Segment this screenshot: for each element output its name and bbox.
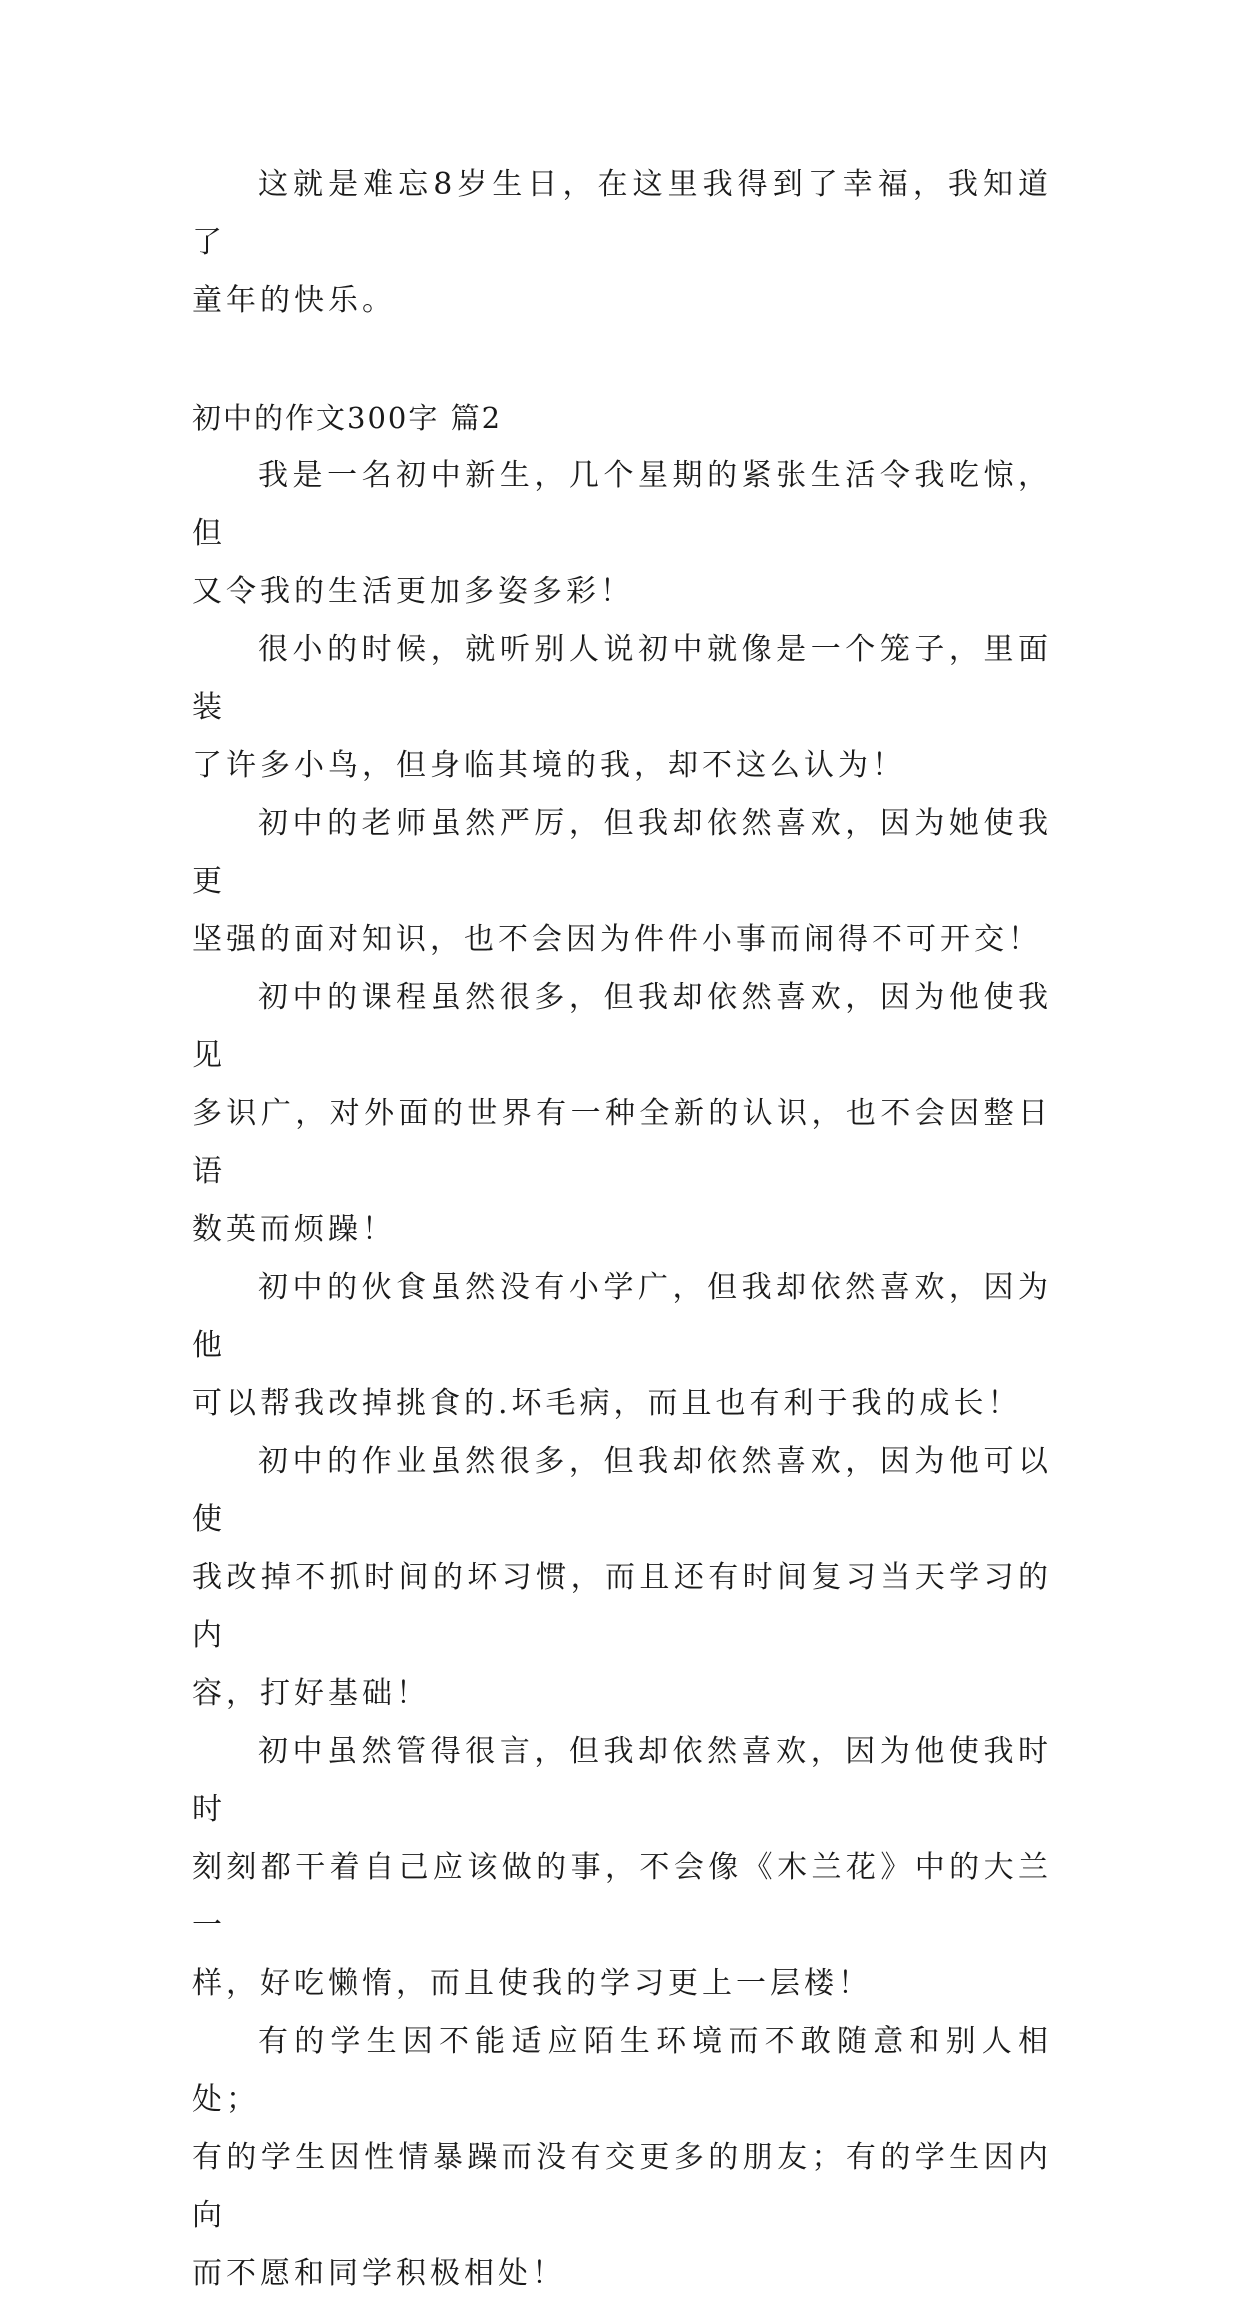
paragraph-line: 而不愿和同学积极相处！ xyxy=(192,2256,566,2291)
paragraph-line: 这就是难忘8岁生日，在这里我得到了幸福，我知道了 xyxy=(192,167,1052,260)
body-paragraph xyxy=(192,621,1052,795)
paragraph-line: 初中的课程虽然很多，但我却依然喜欢，因为他使我见 xyxy=(192,980,1052,1073)
paragraph-line: 有的学生因性情暴躁而没有交更多的朋友；有的学生因内向 xyxy=(192,2140,1052,2233)
paragraph-line: 数英而烦躁！ xyxy=(192,1212,396,1247)
paragraph-line: 了许多小鸟，但身临其境的我，却不这么认为！ xyxy=(192,748,906,783)
paragraph-line: 坚强的面对知识，也不会因为件件小事而闹得不可开交！ xyxy=(192,922,1042,957)
body-paragraph xyxy=(192,969,1052,1259)
paragraph-line: 可以帮我改掉挑食的.坏毛病，而且也有利于我的成长！ xyxy=(192,1386,1022,1421)
paragraph-line: 初中的伙食虽然没有小学广，但我却依然喜欢，因为他 xyxy=(192,1270,1052,1363)
paragraph-line: 我是一名初中新生，几个星期的紧张生活令我吃惊，但 xyxy=(192,458,1052,551)
body-paragraph xyxy=(192,2013,1052,2303)
paragraph-line: 刻刻都干着自己应该做的事，不会像《木兰花》中的大兰一 xyxy=(192,1850,1052,1943)
paragraph-line: 初中的老师虽然严厉，但我却依然喜欢，因为她使我更 xyxy=(192,806,1052,899)
paragraph-line: 样，好吃懒惰，而且使我的学习更上一层楼！ xyxy=(192,1966,872,2001)
body-paragraph xyxy=(192,1433,1052,1723)
paragraph-line: 很小的时候，就听别人说初中就像是一个笼子，里面装 xyxy=(192,632,1052,725)
paragraph-line: 初中虽然管得很言，但我却依然喜欢，因为他使我时时 xyxy=(192,1734,1052,1827)
paragraph-line: 有的学生因不能适应陌生环境而不敢随意和别人相处； xyxy=(192,2024,1052,2117)
body-paragraph xyxy=(192,1723,1052,2013)
paragraph-line: 童年的快乐。 xyxy=(192,283,396,318)
section-heading: 初中的作文300字 篇2 xyxy=(192,401,503,435)
paragraph-line: 初中的作业虽然很多，但我却依然喜欢，因为他可以使 xyxy=(192,1444,1052,1537)
document-body xyxy=(192,156,1052,2303)
paragraph-line: 我改掉不抓时间的坏习惯，而且还有时间复习当天学习的内 xyxy=(192,1560,1052,1653)
body-paragraph xyxy=(192,447,1052,621)
paragraph-line: 又令我的生活更加多姿多彩！ xyxy=(192,574,634,609)
paragraph-line: 多识广，对外面的世界有一种全新的认识，也不会因整日语 xyxy=(192,1096,1052,1189)
body-paragraph xyxy=(192,795,1052,969)
paragraph-line: 容，打好基础！ xyxy=(192,1676,430,1711)
body-paragraph xyxy=(192,1259,1052,1433)
intro-paragraph xyxy=(192,156,1052,330)
